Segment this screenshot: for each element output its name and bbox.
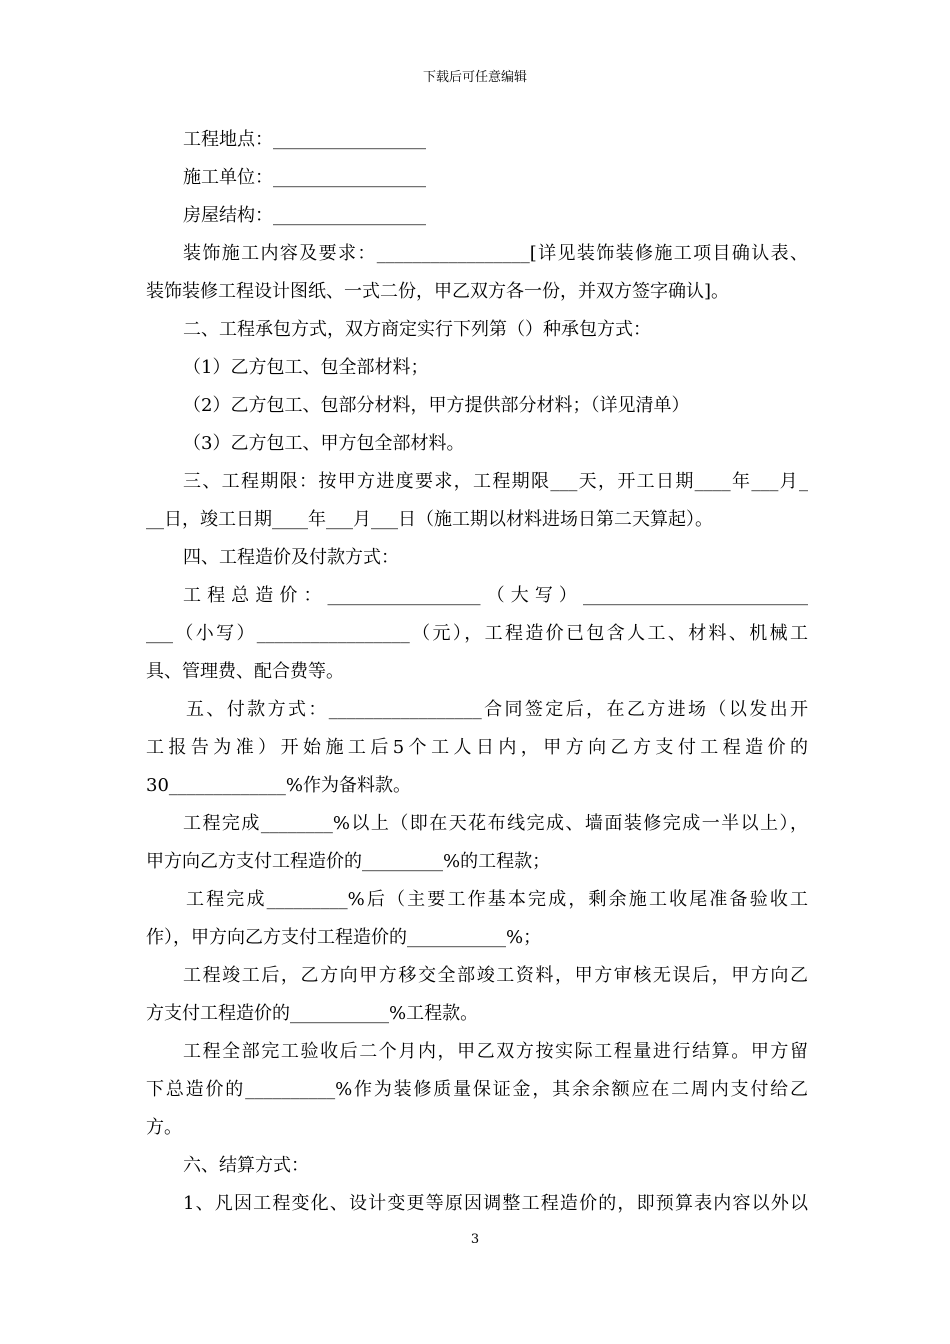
text-line: 工程总造价：_________________（大写）_________________________ bbox=[183, 585, 808, 606]
text-line: 六、结算方式： bbox=[183, 1155, 309, 1176]
text-line: （3）乙方包工、甲方包全部材料。 bbox=[183, 433, 465, 454]
text-line: 五、付款方式：_________________合同签定后，在乙方进场（以发出开 bbox=[186, 699, 808, 720]
text-line: 工程完成_________%后（主要工作基本完成，剩余施工收尾准备验收工 bbox=[186, 889, 808, 910]
text-line: 四、工程造价及付款方式： bbox=[183, 547, 399, 568]
text-line: 工报告为准）开始施工后5个工人日内，甲方向乙方支付工程造价的 bbox=[146, 737, 808, 758]
text-line: 工程全部完工验收后二个月内，甲乙双方按实际工程量进行结算。甲方留 bbox=[183, 1041, 808, 1062]
text-line: ___（小写）_________________（元），工程造价已包含人工、材料、机械工 bbox=[146, 623, 808, 644]
text-line: 工程完成________%以上（即在天花布线完成、墙面装修完成一半以上）， bbox=[183, 813, 808, 834]
text-line: 具、管理费、配合费等。 bbox=[146, 661, 344, 682]
text-line: 作），甲方向乙方支付工程造价的___________%； bbox=[146, 927, 542, 948]
text-line: __日，竣工日期____年___月___日（施工期以材料进场日第二天算起）。 bbox=[146, 509, 713, 530]
text-line: 方。 bbox=[146, 1117, 182, 1138]
text-line: 房屋结构：_________________ bbox=[183, 205, 426, 226]
page-number: 3 bbox=[470, 1232, 480, 1247]
text-line: 工程地点：_________________ bbox=[183, 129, 426, 150]
text-line: 二、工程承包方式，双方商定实行下列第（）种承包方式： bbox=[183, 319, 651, 340]
page-header: 下载后可任意编辑 bbox=[422, 70, 527, 85]
text-line: 施工单位：_________________ bbox=[183, 167, 426, 188]
text-line: 装饰装修工程设计图纸、一式二份，甲乙双方各一份，并双方签字确认]。 bbox=[146, 281, 730, 302]
text-line: 工程竣工后，乙方向甲方移交全部竣工资料，甲方审核无误后，甲方向乙 bbox=[183, 965, 808, 986]
text-line: 甲方向乙方支付工程造价的_________%的工程款； bbox=[146, 851, 551, 872]
text-line: （1）乙方包工、包全部材料； bbox=[183, 357, 429, 378]
text-line: 1、凡因工程变化、设计变更等原因调整工程造价的，即预算表内容以外以 bbox=[183, 1193, 808, 1214]
text-line: 方支付工程造价的___________%工程款。 bbox=[146, 1003, 479, 1024]
document-body bbox=[146, 121, 808, 1223]
text-line: （2）乙方包工、包部分材料，甲方提供部分材料；（详见清单） bbox=[183, 395, 690, 416]
text-line: 三、工程期限：按甲方进度要求，工程期限___天，开工日期____年___月_ bbox=[183, 471, 808, 492]
text-line: 下总造价的__________%作为装修质量保证金，其余余额应在二周内支付给乙 bbox=[146, 1079, 808, 1100]
text-line: 30_____________%作为备料款。 bbox=[146, 775, 412, 796]
text-line: 装饰施工内容及要求：_________________[详见装饰装修施工项目确认表、 bbox=[183, 243, 808, 264]
